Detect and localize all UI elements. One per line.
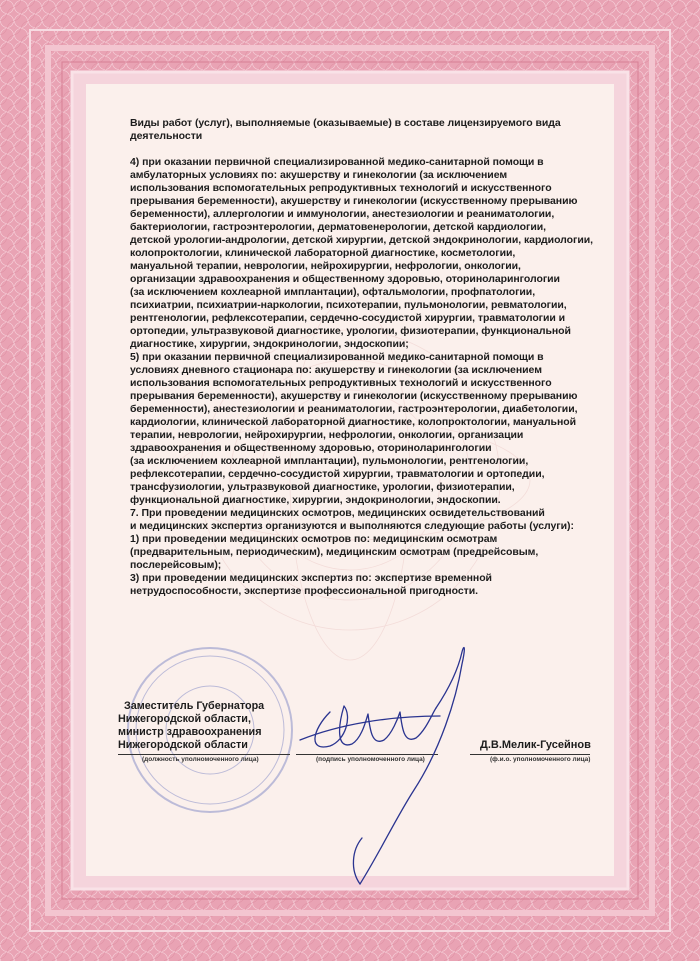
- text-line: 5) при оказании первичной специализированной медико-санитарной помощи в: [130, 351, 544, 363]
- heading-line: Виды работ (услуг), выполняемые (оказываемые) в составе лицензируемого вида: [130, 117, 561, 129]
- name-underline: [470, 754, 590, 755]
- text-line: психиатрии, психиатрии-наркологии, психотерапии, пульмонологии, ревматологии,: [130, 299, 567, 311]
- text-line: функциональной диагностике, хирургии, эндокринологии, эндоскопии.: [130, 494, 501, 506]
- text-line: (предварительным, периодическим), медицинским осмотрам (предрейсовым,: [130, 546, 539, 558]
- text-line: рентгенологии, рефлексотерапии, сердечно-сосудистой хирургии, травматологии и: [130, 312, 566, 324]
- text-line: ортопедии, ультразвуковой диагностике, урологии, физиотерапии, функциональной: [130, 325, 571, 337]
- text-line: кардиологии, клинической лабораторной диагностике, колопроктологии, мануальной: [130, 416, 577, 428]
- document-body: [130, 117, 630, 598]
- text-line: беременности), анестезиологии и реаниматологии, гастроэнтерологии, диабетологии,: [130, 403, 578, 415]
- text-line: мануальной терапии, неврологии, нейрохирургии, нефрологии, онкологии,: [130, 260, 521, 272]
- text-line: послерейсовым);: [130, 559, 222, 571]
- text-line: организации здравоохранения и общественному здоровью, оториноларингологии: [130, 273, 560, 285]
- position-underline: [118, 754, 290, 755]
- heading-line: деятельности: [130, 130, 203, 142]
- text-line: (за исключением кохлеарной имплантации), офтальмологии, профпатологии,: [130, 286, 536, 298]
- text-line: условиях дневного стационара по: акушерству и гинекологии (за исключением: [130, 364, 542, 376]
- text-line: здравоохранения и общественному здоровью, оториноларингологии: [130, 442, 492, 454]
- text-line: (за исключением кохлеарной имплантации), пульмонологии, рентгенологии,: [130, 455, 529, 467]
- text-line: бактериологии, гастроэнтерологии, дерматовенерологии, детской кардиологии,: [130, 221, 546, 233]
- text-line: 3) при проведении медицинских экспертиз по: экспертизе временной: [130, 572, 492, 584]
- signature-underline: [296, 754, 438, 755]
- text-line: беременности), аллергологии и иммунологии, анестезиологии и реаниматологии,: [130, 208, 555, 220]
- text-line: прерывания беременности), акушерству и гинекологии (искусственному прерыванию: [130, 195, 578, 207]
- text-line: колопроктологии, клинической лабораторной диагностике, косметологии,: [130, 247, 516, 259]
- text-line: детской урологии-андрологии, детской хирургии, детской эндокринологии, кардиологии,: [130, 234, 594, 246]
- text-line: использования вспомогательных репродуктивных технологий и искусственного: [130, 182, 552, 194]
- text-line: нетрудоспособности, экспертизе профессиональной пригодности.: [130, 585, 478, 597]
- name-caption: (ф.и.о. уполномоченного лица): [490, 756, 591, 763]
- position-line: Заместитель Губернатора: [124, 700, 265, 712]
- text-line: трансфузиологии, ультразвуковой диагностике, урологии, физиотерапии,: [130, 481, 515, 493]
- text-line: терапии, неврологии, нейрохирургии, нефрологии, онкологии, организации: [130, 429, 524, 441]
- position-line: Нижегородской области: [118, 739, 248, 751]
- text-line: 4) при оказании первичной специализированной медико-санитарной помощи в: [130, 156, 544, 168]
- position-line: министр здравоохранения: [118, 726, 262, 738]
- position-line: Нижегородской области,: [118, 713, 251, 725]
- text-line: диагностике, хирургии, эндокринологии, эндоскопии;: [130, 338, 409, 350]
- position-caption: (должность уполномоченного лица): [142, 756, 259, 763]
- text-line: использования вспомогательных репродуктивных технологий и искусственного: [130, 377, 552, 389]
- text-line: рефлексотерапии, сердечно-сосудистой хирургии, травматологии и ортопедии,: [130, 468, 545, 480]
- signatory-position: [118, 700, 264, 752]
- text-line: прерывания беременности), акушерству и гинекологии (искусственному прерыванию: [130, 390, 578, 402]
- signatory-name: Д.В.Мелик-Гусейнов: [480, 739, 591, 751]
- text-line: 7. При проведении медицинских осмотров, медицинских освидетельствований: [130, 507, 545, 519]
- text-line: и медицинских экспертиз организуются и выполняются следующие работы (услуги):: [130, 520, 574, 532]
- signature-caption: (подпись уполномоченного лица): [316, 756, 425, 763]
- text-line: 1) при проведении медицинских осмотров по: медицинским осмотрам: [130, 533, 498, 545]
- text-line: амбулаторных условиях по: акушерству и гинекологии (за исключением: [130, 169, 508, 181]
- spacer: [130, 143, 630, 156]
